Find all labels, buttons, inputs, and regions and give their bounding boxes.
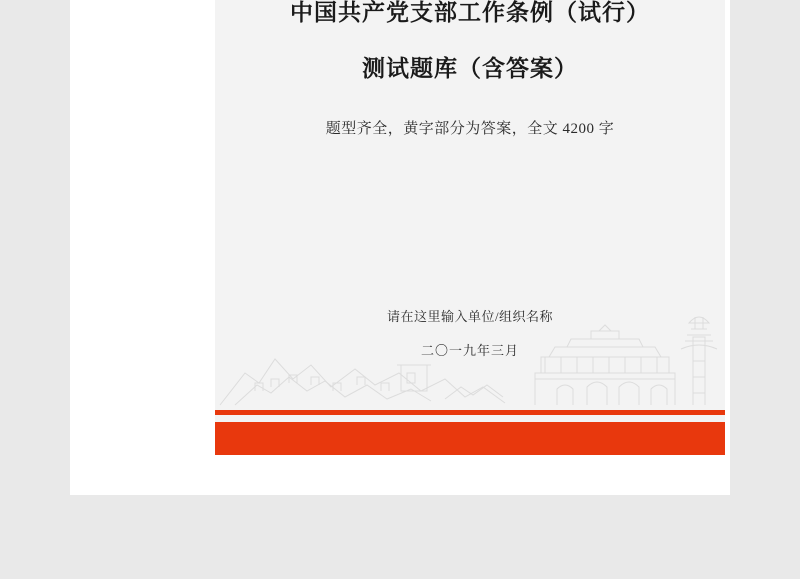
document-subtitle: 题型齐全，黄字部分为答案，全文 4200 字 [325,121,615,137]
accent-bar-thick [215,422,725,455]
title-block [215,0,725,142]
document-footer-block [215,305,725,363]
accent-bar-thin [215,410,725,415]
document-title-line-2: 测试题库（含答案） [362,56,578,81]
organization-name-placeholder: 请在这里输入单位/组织名称 [386,309,554,324]
document-cover-panel [215,0,725,455]
document-date: 二〇一九年三月 [420,343,519,358]
document-page [70,0,730,495]
document-title-line-1: 中国共产党支部工作条例（试行） [290,0,650,25]
